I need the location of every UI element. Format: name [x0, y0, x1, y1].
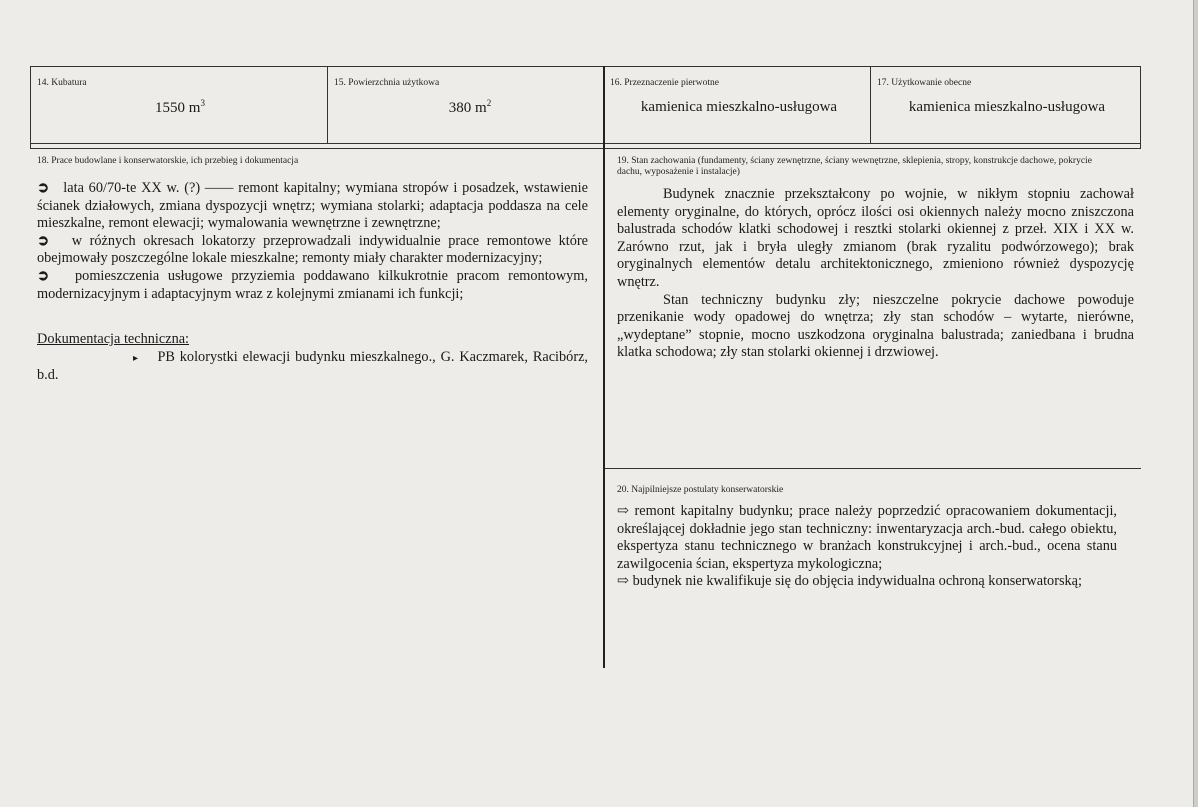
triangle-right-icon: ▸	[133, 352, 139, 364]
list-item	[37, 233, 588, 268]
page-edge-shadow	[1193, 0, 1194, 807]
field-14-number: 1550 m	[155, 100, 201, 116]
top-rule	[30, 66, 1141, 67]
divider-16-17	[870, 66, 871, 143]
field-14-value	[130, 100, 230, 117]
field-19-body	[617, 186, 1134, 362]
outline-arrow-right-icon: ⇨	[617, 573, 629, 590]
list-item-text: w różnych okresach lokatorzy przeprowadzali indywidualnie prace remontowe które obejmowały poszczególne lokale mieszkalne; remonty miały charakter modernizacyjny;	[37, 232, 588, 267]
row2-top-rule	[30, 148, 1141, 149]
field-17-value: kamienica mieszkalno-usługowa	[908, 99, 1106, 115]
field-15-number: 380 m	[448, 100, 487, 116]
documentation-item	[37, 349, 588, 385]
right-border	[1140, 66, 1141, 148]
row1-bottom-rule	[30, 143, 1141, 144]
list-item	[37, 180, 588, 233]
outline-arrow-right-icon: ⇨	[617, 503, 629, 519]
list-item-text: lata 60/70-te XX w. (?) —— remont kapitalny; wymiana stropów i posadzek, wstawienie ścianek działowych, zmiana dyspozycji wnętrz; wymiana stolarki; adaptacja poddasza na cele mieszkalne, remont elewacji; wymalowania wewnętrzne i zewnętrzne;	[37, 180, 588, 232]
field-19-label: 19. Stan zachowania (fundamenty, ściany zewnętrzne, ściany wewnętrzne, sklepienia, stropy, konstrukcje dachowe, pokrycie dachu, wyposażenie i instalacje)	[617, 156, 1092, 177]
circle-arrow-right-icon: ➲	[37, 267, 49, 284]
documentation-item-text: PB kolorystki elewacji budynku mieszkalnego., G. Kaczmarek, Racibórz, b.d.	[37, 348, 589, 384]
circle-arrow-right-icon: ➲	[37, 232, 49, 249]
field-18-body	[37, 180, 588, 385]
left-border	[30, 66, 31, 148]
field-20-body	[617, 503, 1117, 591]
list-item-text: pomieszczenia usługowe przyziemia poddawano kilkukrotnie pracom remontowym, modernizacyjnym i adaptacyjnym wraz z kolejnymi zmianami ich funkcji;	[37, 267, 588, 302]
page-edge	[1194, 0, 1198, 807]
field-16-label: 16. Przeznaczenie pierwotne	[610, 78, 719, 88]
list-item	[617, 573, 1117, 591]
field-18-label: 18. Prace budowlane i konserwatorskie, ich przebieg i dokumentacja	[37, 156, 299, 166]
field-15-value	[420, 100, 520, 117]
box20-top-rule	[603, 468, 1141, 469]
field-14-label: 14. Kubatura	[37, 78, 87, 88]
field-16-value: kamienica mieszkalno-usługowa	[640, 99, 838, 115]
field-19-paragraph-2: Stan techniczny budynku zły; nieszczelne pokrycie dachowe powoduje przenikanie wody opadowej do wnętrza; zły stan schodów – wytarte, nierówne, „wydeptane” stopnie, mocno uszkodzona oryginalna balustrada; zaniedbana i brudna klatka schodowa; zły stan stolarki okiennej i drzwiowej.	[617, 291, 1134, 361]
field-17-label: 17. Użytkowanie obecne	[877, 78, 972, 88]
list-item-text: remont kapitalny budynku; prace należy poprzedzić opracowaniem dokumentacji, określającej dokładnie jego stan techniczny: inwentaryzacja arch.-bud. całego obiektu, ekspertyza stanu technicznego w branżach konstrukcyjnej i arch.-bud., ocena stanu zawilgocenia ścian, ekspertyza mykologiczna;	[617, 503, 1117, 572]
list-item-text: budynek nie kwalifikuje się do objęcia indywidualna ochroną konserwatorską;	[632, 573, 1082, 590]
divider-14-15	[327, 66, 328, 143]
field-19-paragraph-1: Budynek znacznie przekształcony po wojnie, w nikłym stopniu zachował elementy oryginalne, do których, oprócz ilości osi okiennych należy mocno zniszczona balustrada schodów klatki schodowej i resztki stolarki okiennej z przeł. XIX i XX w. Zarówno rzut, jak i bryła uległy zmianom (brak ryzalitu podwórzowego); brak oryginalnych elementów detalu architektonicznego, zmieniono również dyspozycję wnętrz.	[617, 186, 1134, 290]
documentation-heading: Dokumentacja techniczna:	[37, 331, 190, 348]
field-14-exponent: 3	[200, 98, 205, 108]
list-item	[37, 268, 588, 303]
center-divider	[603, 66, 605, 668]
field-15-exponent: 2	[486, 98, 492, 108]
list-item	[617, 503, 1117, 573]
circle-arrow-right-icon: ➲	[37, 180, 49, 196]
field-20-label: 20. Najpilniejsze postulaty konserwatorskie	[617, 485, 784, 495]
field-15-label: 15. Powierzchnia użytkowa	[334, 78, 440, 88]
